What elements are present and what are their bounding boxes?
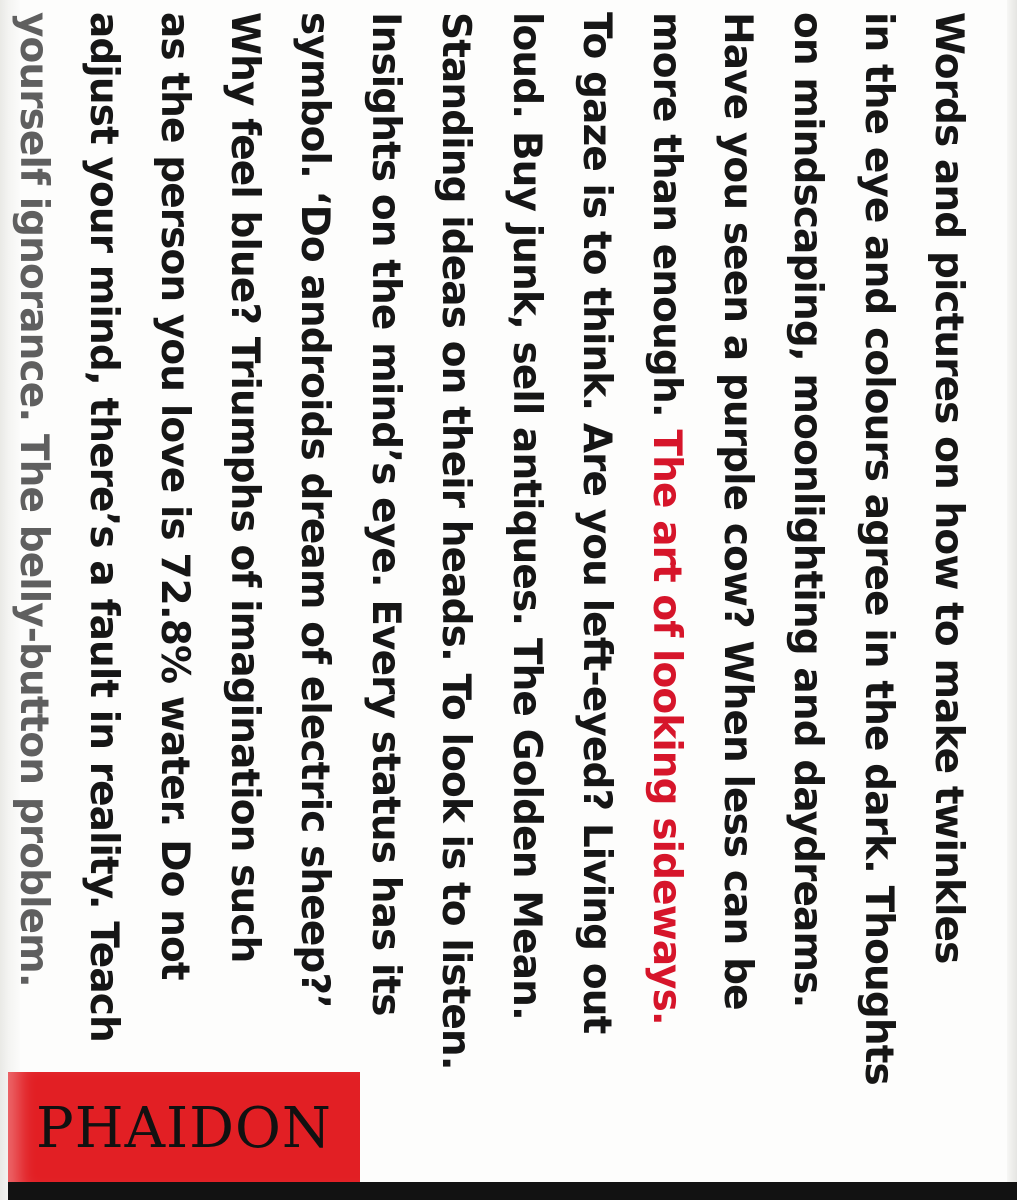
blurb-line: Why feel blue? Triumphs of imagination such: [222, 12, 268, 963]
publisher-logo-box: [8, 1072, 360, 1184]
blurb-line: Standing ideas on their heads. To look is to listen.: [433, 12, 479, 1070]
blurb-line: as the person you love is 72.8% water. Do not: [151, 12, 197, 980]
publisher-logo: PHAIDON: [36, 1095, 332, 1161]
blurb-line: yourself ignorance. The belly-button problem.: [10, 12, 56, 987]
bottom-edge-bar: [8, 1182, 1017, 1200]
highlight-phrase: The art of looking sideways.: [644, 429, 690, 1025]
blurb-line: To gaze is to think. Are you left-eyed? Living out: [574, 12, 620, 1034]
blurb-line: Have you seen a purple cow? When less can be: [714, 12, 760, 1010]
blurb-line-lead: more than enough.: [644, 12, 690, 430]
blurb-line: in the eye and colours agree in the dark. Thoughts: [855, 12, 901, 1085]
blurb-line: [631, 12, 701, 1025]
blurb-line: symbol. ‘Do androids dream of electric sheep?’: [292, 12, 338, 1009]
blurb-text-block: [8, 10, 983, 1085]
blurb-line: on mindscaping, moonlighting and daydreams.: [785, 12, 831, 1008]
blurb-line: Insights on the mind’s eye. Every status has its: [362, 12, 408, 1016]
page-edge-right: [1007, 0, 1017, 1200]
blurb-line: loud. Buy junk, sell antiques. The Golden Mean.: [503, 12, 549, 1020]
blurb-line: adjust your mind, there’s a fault in reality. Teach: [81, 12, 127, 1042]
blurb-line: Words and pictures on how to make twinkles: [926, 12, 971, 964]
